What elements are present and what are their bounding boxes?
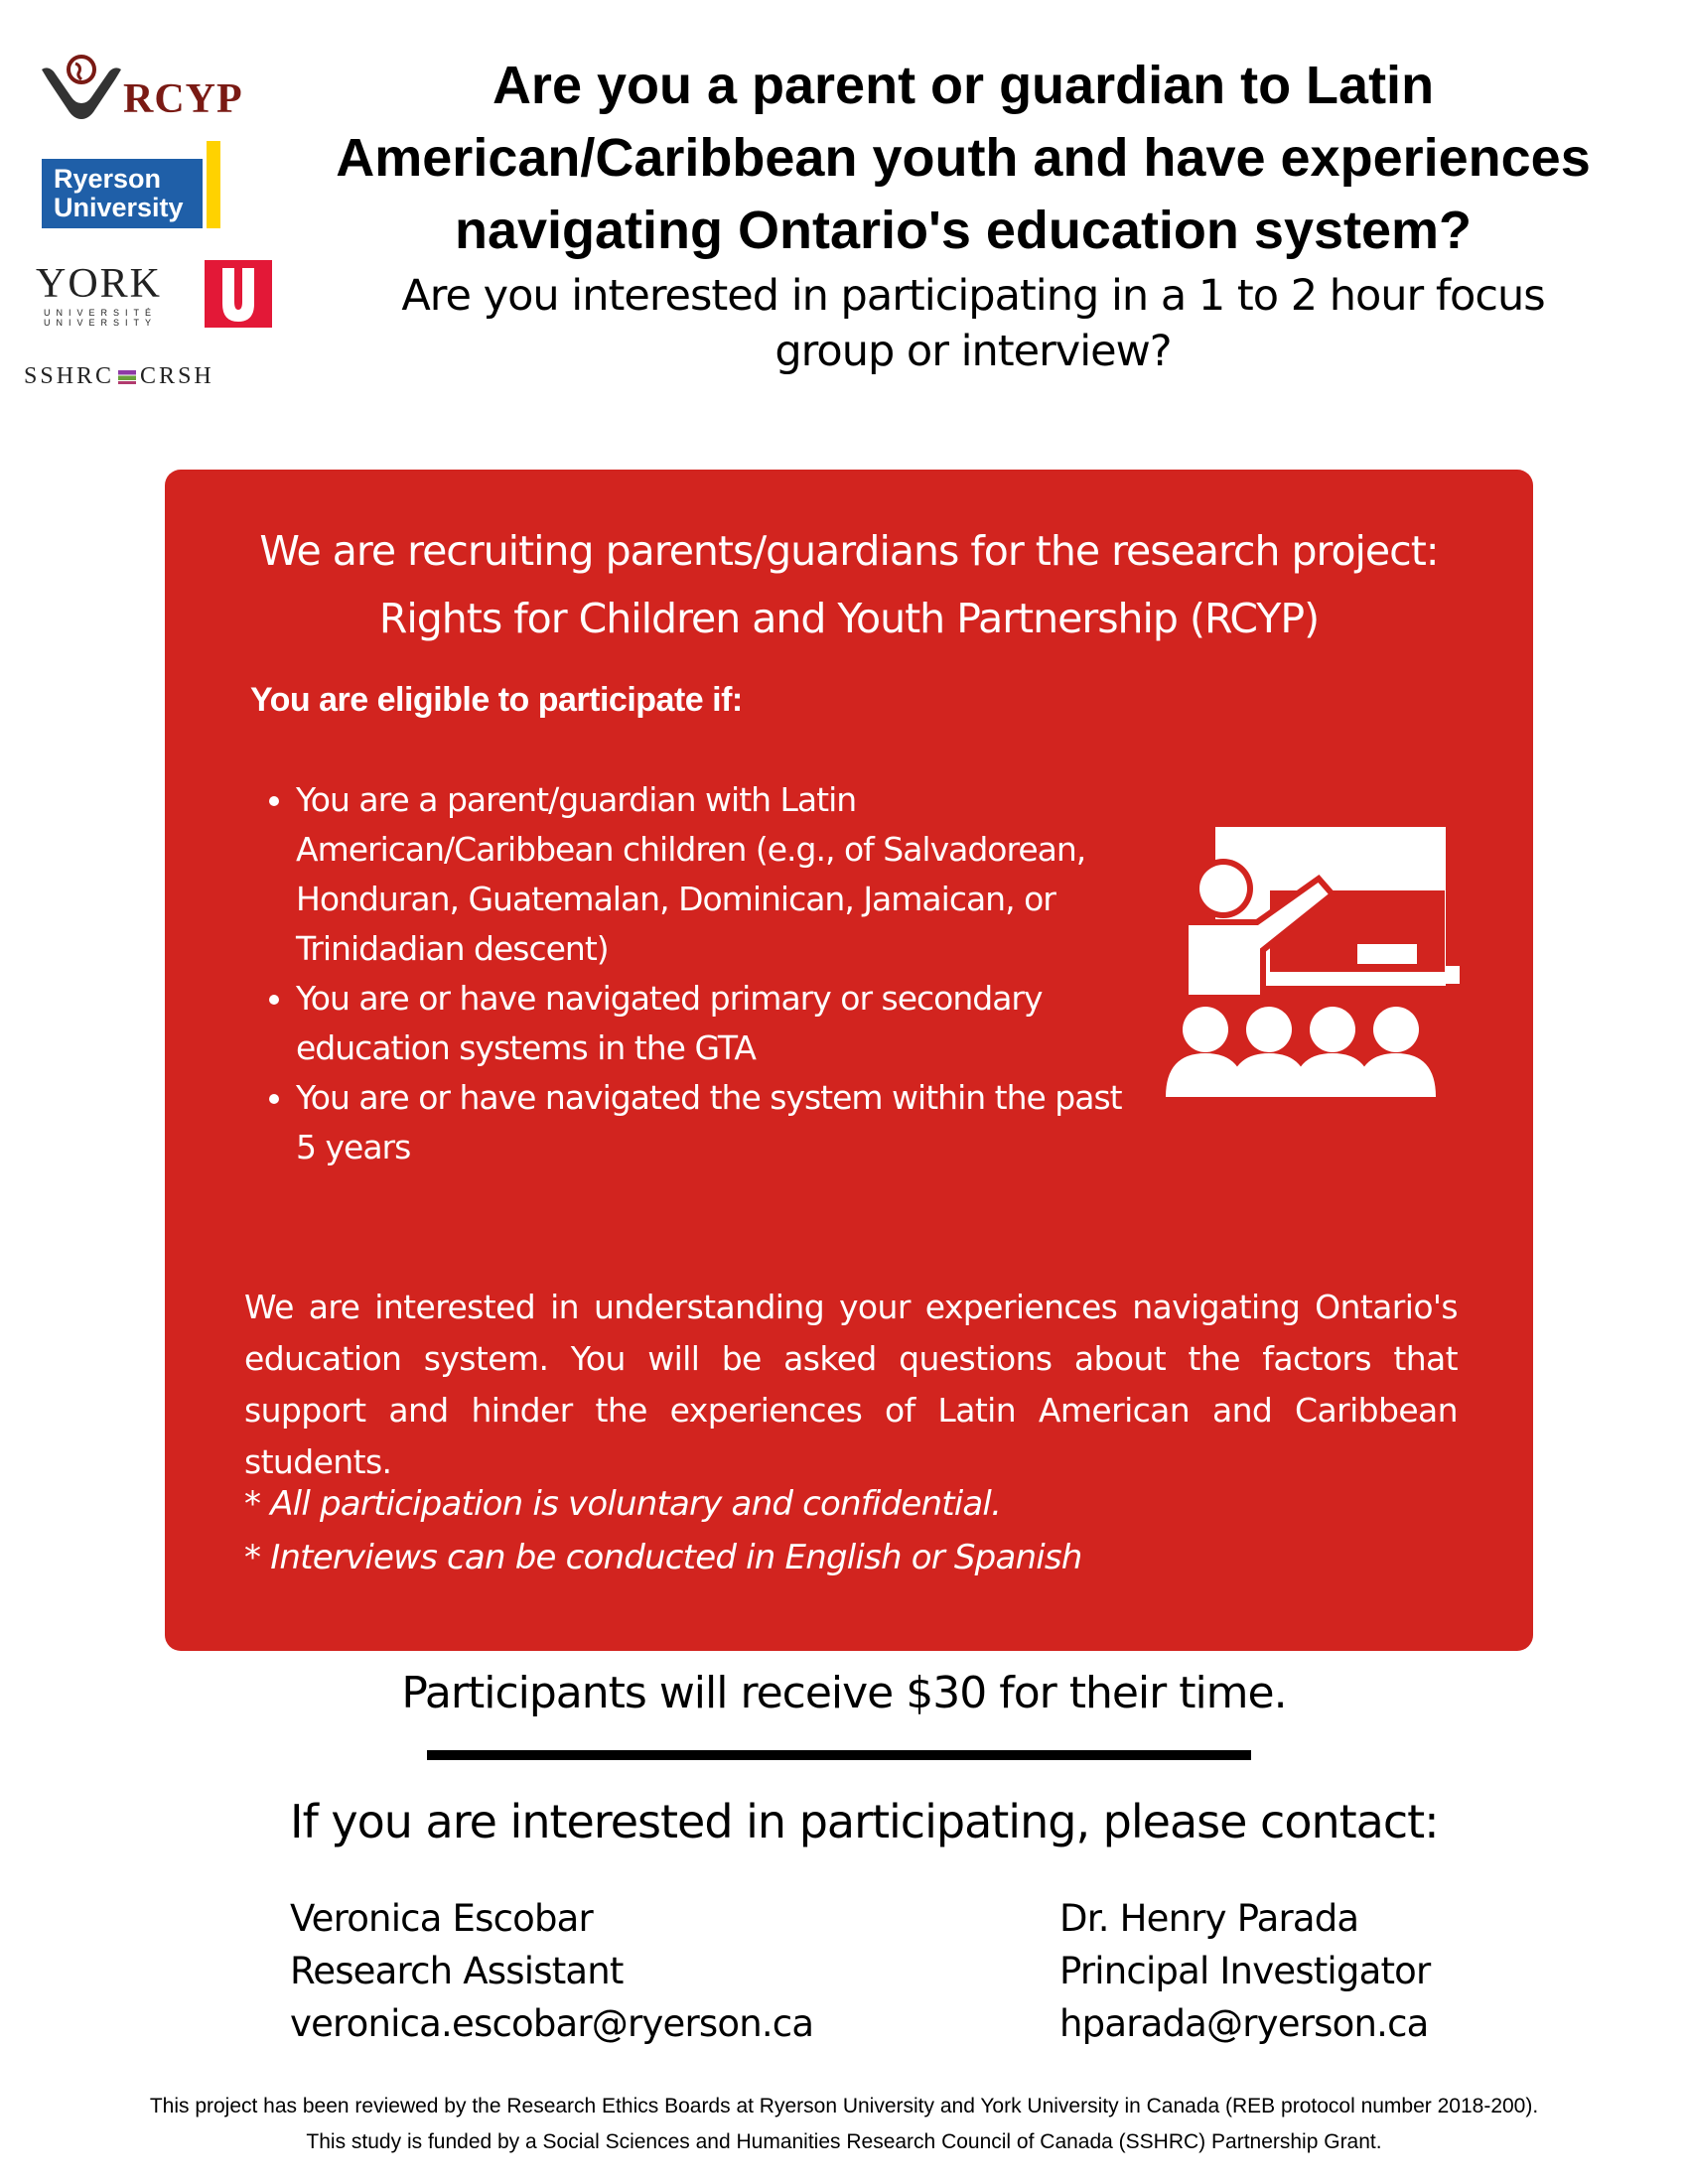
hands-globe-icon <box>36 48 125 127</box>
funding-statement: This study is funded by a Social Sciences and Humanities Research Council of Canada (SSHRC) Partnership Grant. <box>306 2130 1382 2153</box>
ryerson-wordmark: Ryerson University <box>42 159 203 228</box>
recruitment-panel <box>165 470 1533 1651</box>
divider <box>427 1750 1251 1760</box>
list-item: • You are or have navigated primary or secondary education systems in the GTA <box>296 974 1150 1073</box>
page-subtitle: Are you interested in participating in a 1 to 2 hour focus group or interview? <box>401 271 1545 376</box>
footer <box>0 2089 1688 2160</box>
sshrc-bars-icon <box>118 370 136 384</box>
list-item: • You are a parent/guardian with Latin American/Caribbean children (e.g., of Salvadorean, Honduran, Guatemalan, Dominican, Jamaican, or Trinidadian descent) <box>296 775 1150 974</box>
contact-heading: If you are interested in participating, please contact: <box>290 1795 1439 1848</box>
eligibility-list <box>256 775 1150 1172</box>
york-wordmark: YORK <box>36 261 163 307</box>
study-description: We are interested in understanding your experiences navigating Ontario's education system. You will be asked questions about the factors that support and hinder the experiences of Latin American and Caribbean students. <box>244 1288 1458 1481</box>
ryerson-gold-bar <box>207 141 220 228</box>
contact-card <box>1059 1892 1430 2050</box>
contact-email[interactable]: veronica.escobar@ryerson.ca <box>290 2002 814 2045</box>
contact-role: Principal Investigator <box>1059 1950 1431 1992</box>
contact-card <box>290 1892 813 2050</box>
rcyp-logo <box>36 48 254 127</box>
confidentiality-note: * All participation is voluntary and confidential. <box>244 1484 1002 1524</box>
rcyp-wordmark: RCYP <box>123 76 243 122</box>
eligibility-heading: You are eligible to participate if: <box>250 681 743 719</box>
ryerson-logo <box>42 141 240 230</box>
contact-name: Veronica Escobar <box>290 1897 593 1940</box>
list-item: • You are or have navigated the system within the past 5 years <box>296 1073 1150 1172</box>
contact-email[interactable]: hparada@ryerson.ca <box>1059 2002 1429 2045</box>
teacher-presentation-icon <box>1166 819 1464 1117</box>
compensation-text: Participants will receive $30 for their time. <box>401 1668 1287 1718</box>
ethics-statement: This project has been reviewed by the Research Ethics Boards at Ryerson University and York University in Canada (REB protocol number 2018-200). <box>149 2095 1539 2117</box>
sshrc-logo <box>24 363 262 393</box>
crsh-text: CRSH <box>140 363 214 389</box>
recruitment-intro: We are recruiting parents/guardians for the research project: Rights for Children and Youth Partnership (RCYP) <box>259 527 1439 642</box>
page-title: Are you a parent or guardian to Latin American/Caribbean youth and have experiences navigating Ontario's education system? <box>336 56 1591 260</box>
york-u-icon <box>205 260 272 328</box>
york-logo <box>36 260 254 332</box>
language-note: * Interviews can be conducted in English or Spanish <box>244 1538 1082 1577</box>
contact-role: Research Assistant <box>290 1950 624 1992</box>
contact-name: Dr. Henry Parada <box>1059 1897 1359 1940</box>
sshrc-text: SSHRC <box>24 363 115 389</box>
york-subtitle: UNIVERSITÉ UNIVERSITY <box>44 308 158 328</box>
